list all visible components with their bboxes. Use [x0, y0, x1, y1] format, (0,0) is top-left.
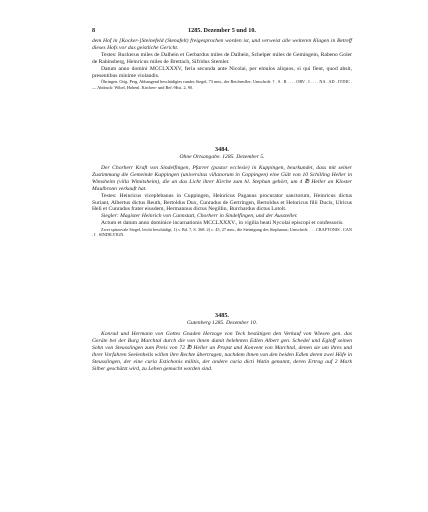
document-3485 — [92, 312, 352, 372]
continuation-datum: Datum anno domini MCCLXXXV, feria secunda ante Nicolai, per emulos aliquos, si qui fient, quod absit, presentibus minime violandis. — [92, 65, 352, 79]
document-3484 — [92, 146, 352, 238]
document-subtitle: Gutenberg 1285. Dezember 10. — [186, 320, 258, 326]
running-title: 1285. Dezember 5 und 10. — [188, 27, 256, 34]
document-number: 3485. — [215, 312, 229, 319]
document-testes: Testes: Heinricus viceplebanus in Cuppingen, Heinricus Paganus procurator sanctorum, Heinricus dictus Suriant, Albertus dictus Reuth, Bertoldus Dux, Cunradus de Gertringen, Bertoldus et Heinricus filii Ducis, Ulricus Heli et Cunradus frater eiusdem, Hermannus dictus Negillin, Burchardus dictus Lotolt. — [92, 192, 352, 213]
document-subtitle: Ohne Ortsangabe. 1285. Dezember 5. — [179, 154, 265, 160]
page-number: 8 — [92, 27, 96, 34]
continuation-testes: Testes: Ruckerus miles de Dalhein et Gerbardus miles de Dalhein, Schelper miles de Gemingein, Rabeno Goler de Rabinsberg, Heinricus miles de Brettach, Sifridus Stemler. — [92, 51, 352, 65]
document-number: 3484. — [215, 146, 229, 153]
document-note: Zwei spitzovale Siegel, leicht beschädigt, 1) s. Bd. 7, S. 368. 2) c. 45, 27 mm., die Steinigung des Stephanus; Umschrift: . . . CRAFTONIS . CAN . I . SINDILVIGN. — [92, 227, 352, 238]
continuation-section — [92, 38, 352, 90]
document-summary: Der Chorherr Kraft von Sindelfingen, Pfarrer (pastor ecclesie) in Kuppingen, beurkundet, dass mit seiner Zustimmung die Gemeinde Kuppingen (universitas villanorum in Coppingen) eine Gült von 10 Schilling Heller in Wimsheim (villa Wimitsheim), die an das Licht ihrer Kirche zum hl. Stephan gehört, um 4 ℔ Heller an Kloster Maulbronn verkauft hat. — [92, 165, 352, 192]
continuation-note: Öhringen. Orig. Perg. Abhangend beschädigtes rundes Siegel, 73 mm., der Reichenfler; Umschrift: † . S . R . . . . ORV . I . . . . NA . AD . IVDIC . — Abdruck: Wibel, Hohenl. Kirchen- und Ref.-Hist. 2, 90. — [92, 79, 352, 90]
document-actum: Actum et datum anno dominice incarnationis MCCLXXXV., in vigilia beati Nycolai episcopi et confessoris. — [101, 220, 344, 227]
document-summary: Konrad und Hermann von Gottes Gnaden Herzoge von Teck bestätigen den Verkauf von Wiesen gen. das Geräte bei der Burg Marchtal durch die von ihnen damit belehnten Edlen Albert gen. Schedel und Egloff seinen Sohn von Steusslingen zum Preis von 72 ℔ Heller an Propst und Konvent von Marchtal, denen sie um ihres und ihrer Vorfahren Seelenheils willen ihre Rechte übertragen, nachdem ihnen von den beiden Edlen deren zwei Höfe in Steusslingen, der eine curia Estichonis militis, der andere curia dicti Watin genannt, deren Ertrag auf 2 Mark Silber geschätzt wird, zu Lehen gemacht worden sind. — [92, 331, 352, 372]
document-siegler: Siegler: Magister Heinrich von Cannstatt, Chorherr in Sindelfingen, und der Aussteller. — [101, 213, 298, 220]
continuation-text: dem Hof in [Kocker-]Steinefeld (Stenafelt) freigesprochen worden ist, und verweist alle weiteren Klagen in Betreff dieses Hofs vor das geistliche Gericht. — [92, 38, 352, 51]
